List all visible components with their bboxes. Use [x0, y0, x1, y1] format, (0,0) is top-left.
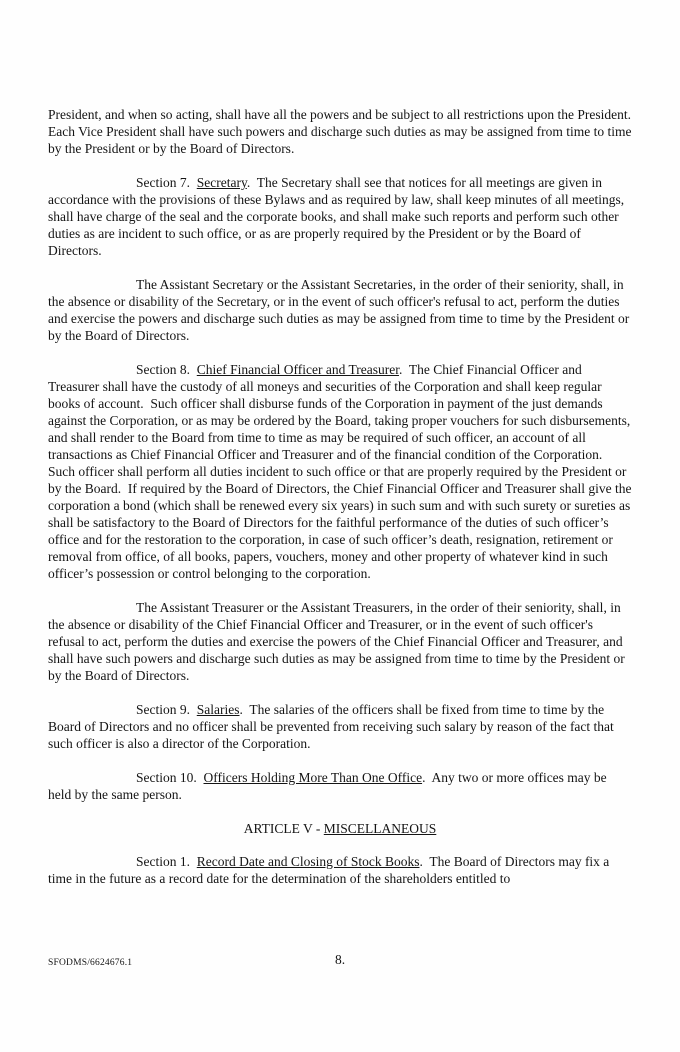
text-run: The Assistant Secretary or the Assistant Secretaries, in the order of their seniority, shall, in the absence or disability of the Secretary, or in the event of such officer's refusal to act, perform the duties and exercise the powers and discharge such duties as may be assigned from time to time by the President or by the Board of Directors.	[48, 277, 633, 343]
text-run: Section 1.	[136, 854, 197, 869]
text-run: Section 7.	[136, 175, 197, 190]
text-run: Section 10.	[136, 770, 204, 785]
underlined-text-run: Record Date and Closing of Stock Books	[196, 854, 420, 869]
paragraph-assistant-treasurer	[48, 599, 632, 684]
underlined-text-run: MISCELLANEOUS	[323, 821, 437, 836]
text-run: Section 8.	[136, 362, 197, 377]
text-run: ARTICLE V -	[243, 821, 324, 836]
underlined-text-run: Salaries	[196, 702, 240, 717]
text-run: . Any two or more offices may be held by the same person.	[48, 770, 611, 802]
underlined-text-run: Secretary	[196, 175, 247, 190]
text-run: The Assistant Treasurer or the Assistant Treasurers, in the order of their seniority, shall, in the absence or disability of the Chief Financial Officer and Treasurer, or in the event of such officer's refusal to act, perform the duties and exercise the powers of the Chief Financial Officer and Treasurer, and shall have such powers and discharge such duties as may be assigned from time to time by the President or by the Board of Directors.	[48, 600, 629, 683]
article-v-heading	[48, 820, 632, 837]
text-run: . The salaries of the officers shall be fixed from time to time by the Board of Directors and no officer shall be prevented from receiving such salary by reason of the fact that such officer is also a director of the Corporation.	[48, 702, 618, 751]
page-footer	[48, 951, 632, 969]
footer-page-number: 8.	[334, 952, 346, 967]
paragraph-section-10-multiple-offices	[48, 769, 632, 803]
text-run: President, and when so acting, shall have all the powers and be subject to all restrictions upon the President. Each Vice President shall have such powers and discharge such duties as may be assigned from time to time by the President or by the Board of Directors.	[48, 107, 638, 156]
footer-doc-number: SFODMS/6624676.1	[48, 958, 133, 968]
paragraph-vice-president-continuation	[48, 106, 638, 157]
paragraph-assistant-secretary	[48, 276, 632, 344]
text-run: Section 9.	[136, 702, 197, 717]
text-run: . The Board of Directors may fix a time in the future as a record date for the determination of the shareholders entitled to	[48, 854, 613, 886]
underlined-text-run: Officers Holding More Than One Office	[203, 770, 423, 785]
paragraph-section-1-record-date	[48, 853, 632, 887]
underlined-text-run: Chief Financial Officer and Treasurer	[196, 362, 399, 377]
paragraph-section-8-cfo-treasurer	[48, 361, 635, 582]
paragraph-section-7-secretary	[48, 174, 632, 259]
document-body	[48, 106, 638, 904]
paragraph-section-9-salaries	[48, 701, 632, 752]
text-run: . The Chief Financial Officer and Treasurer shall have the custody of all moneys and securities of the Corporation and shall keep regular books of account. Such officer shall disburse funds of the Corporation in payment of the just demands against the Corporation, or as may be ordered by the Board, taking proper vouchers for such disbursements, and shall render to the Board from time to time as may be required of such officer, an account of all transactions as Chief Financial Officer and Treasurer and of the financial condition of the Corporation. Such officer shall perform all duties incident to such office or that are properly required by the President or by the Board. If required by the Board of Directors, the Chief Financial Officer and Treasurer shall give the corporation a bond (which shall be renewed every six years) in such sum and with such surety or sureties as shall be satisfactory to the Board of Directors for the faithful performance of the duties of such officer’s office and for the restoration to the corporation, in case of such officer’s death, resignation, retirement or removal from office, of all books, papers, vouchers, money and other property of whatever kind in such officer’s possession or control belonging to the corporation.	[48, 362, 635, 581]
text-run: . The Secretary shall see that notices for all meetings are given in accordance with the provisions of these Bylaws and as required by law, shall keep minutes of all meetings, shall have charge of the seal and the corporate books, and shall make such reports and perform such other duties as are incident to such office, or as are properly required by the President or by the Board of Directors.	[48, 175, 628, 258]
